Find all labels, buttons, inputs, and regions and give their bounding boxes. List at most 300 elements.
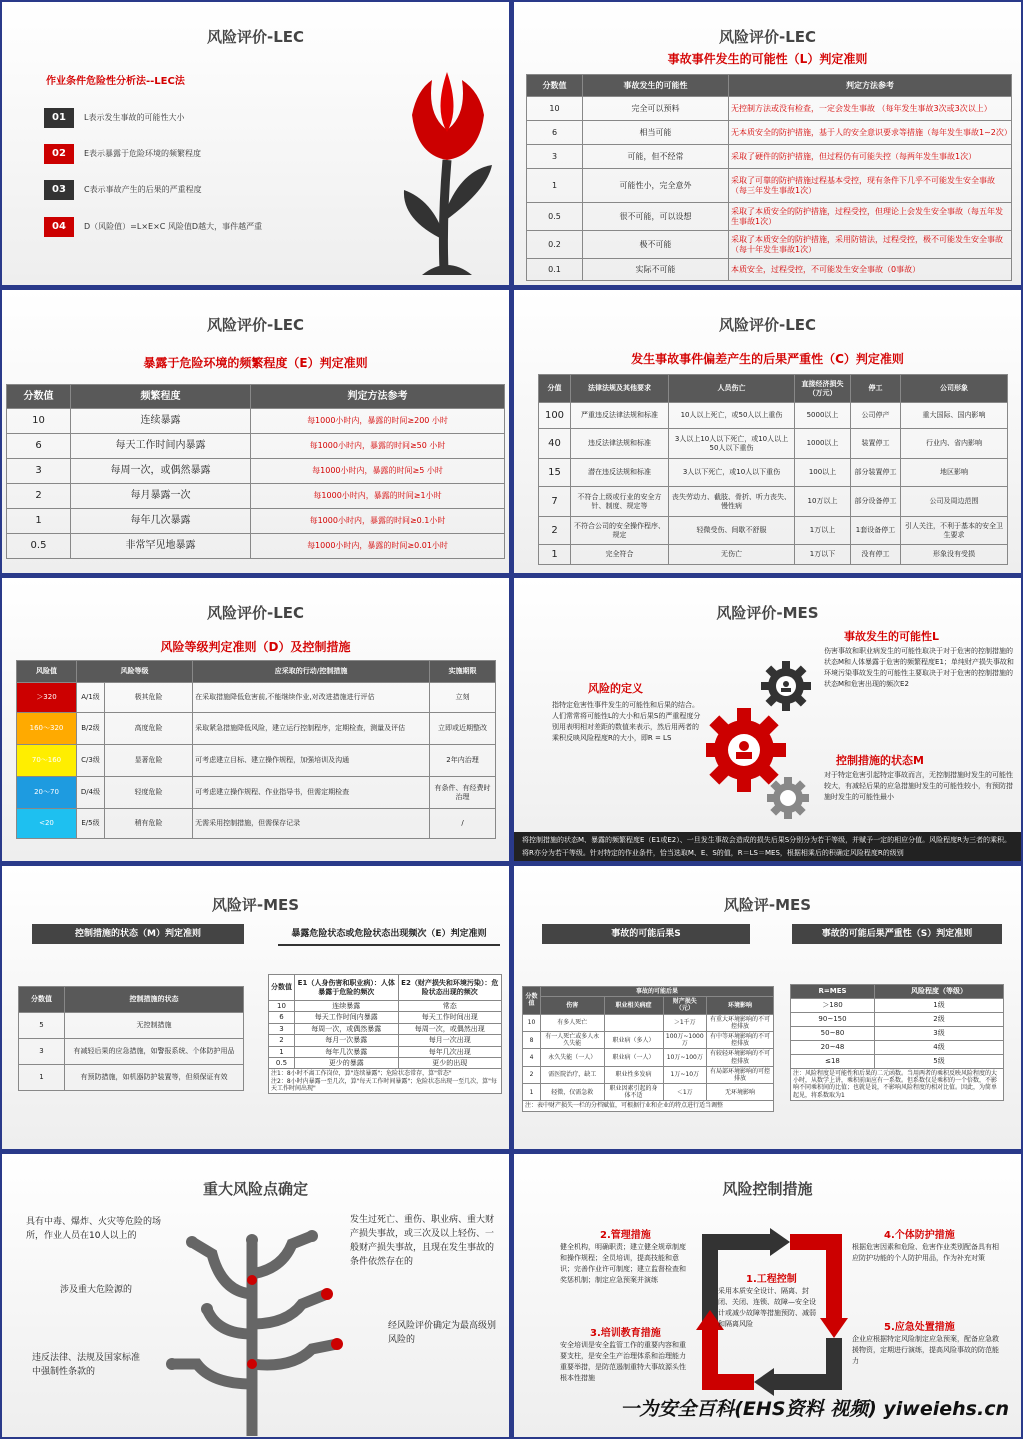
table-cell: 100 [539, 403, 571, 429]
table-cell: 1万以下 [795, 545, 851, 565]
table-row [527, 145, 1012, 169]
slide-title: 风险评价-LEC [206, 28, 305, 46]
table-cell: 3级 [875, 1027, 1004, 1041]
table-row [791, 1027, 1004, 1041]
slide-title: 风险评-MES [211, 896, 300, 914]
table-row [7, 509, 505, 534]
gears-illustration [706, 660, 822, 820]
table-row [7, 484, 505, 509]
table-cell: 常态 [398, 1001, 502, 1012]
table-cell: 可考虑建立目标、建立操作规程，加强培训及沟通 [193, 745, 430, 777]
measure-2-heading: 2.管理措施 [600, 1230, 651, 1241]
table-cell: 7 [539, 487, 571, 517]
table-cell: 10万~100万 [663, 1049, 707, 1066]
c-criteria-table [538, 374, 1008, 565]
table-cell: 不符合上级或行业的安全方针、制度、规定等 [571, 487, 669, 517]
table-cell: ≤18 [791, 1055, 875, 1069]
table-header: 停工 [851, 375, 901, 403]
table-cell: 6 [527, 121, 583, 145]
table-cell: 可能，但不经常 [583, 145, 729, 169]
item-text: D（风险值）=L×E×C 风险值D越大，事件越严重 [84, 222, 263, 231]
table-cell: 无控制措施 [65, 1013, 244, 1039]
table-cell: 每月一次出现 [398, 1035, 502, 1046]
measure-5-text: 企业应根据特定风险制定应急预案，配备应急救援物资，定期进行演练，提高风险事故的防范能力 [852, 1335, 999, 1365]
table-cell: 无环境影响 [707, 1084, 774, 1101]
table-cell: 3人以下死亡，或10人以下重伤 [669, 459, 795, 487]
table-header: 实施期限 [430, 661, 496, 683]
table-cell: 完全符合 [571, 545, 669, 565]
m-criteria-heading: 控制措施的状态（M）判定准则 [32, 924, 244, 944]
table-cell: 显著危险 [105, 745, 193, 777]
table-header: 职业相关病症 [604, 997, 663, 1014]
table-cell: 每天工作时间内暴露 [71, 434, 251, 459]
table-note: 注1：8小时不离工作岗位，算"连续暴露"；危险状态常存，算"常态" 注2：8小时内暴露一至几次，算"每天工作时间暴露"；危险状态出现一至几次，算"每天工作时间出现" [269, 1069, 502, 1094]
table-header: 分数值 [19, 987, 65, 1013]
table-cell: 立即或近期整改 [430, 713, 496, 745]
table-cell: 每周一次，或偶然出现 [398, 1023, 502, 1034]
table-cell: 每周一次，或偶然暴露 [295, 1023, 399, 1034]
table-cell: 4 [523, 1049, 541, 1066]
measure-3-text: 安全培训是安全监管工作的重要内容和重要支柱，是安全生产治理体系和治理能力重要举措，是防范遏制重特大事故源头性根本性措施 [560, 1341, 686, 1382]
table-cell: 更少的暴露 [295, 1057, 399, 1068]
table-cell: 职业病（多人） [604, 1031, 663, 1048]
table-cell: 有一人死亡或多人永久失能 [541, 1031, 605, 1048]
risk-level-cell: 70～160 [17, 745, 77, 777]
table-row [539, 459, 1008, 487]
table-cell: 1 [19, 1065, 65, 1091]
table-cell: 极其危险 [105, 683, 193, 713]
table-header: 应采取的行动/控制措施 [193, 661, 430, 683]
table-cell: 没有停工 [851, 545, 901, 565]
table-row [523, 1049, 774, 1066]
slide-subtitle: 发生事故事件偏差产生的后果严重性（C）判定准则 [631, 352, 904, 366]
criterion-right-2: 经风险评价确定为最高级别风险的 [388, 1321, 497, 1345]
table-row [791, 1041, 1004, 1055]
table-cell: 立刻 [430, 683, 496, 713]
table-row [17, 745, 496, 777]
table-cell: 可考虑建立操作规程、作业指导书，但需定期检查 [193, 777, 430, 809]
table-cell: 无控制方法或没有检查，一定会发生事故 （每年发生事故3次或3次以上） [729, 97, 1012, 121]
summary-band: 将控制措施的状态M、暴露的频繁程度E（E1或E2）、一旦发生事故会造成的损失后果S分别分为若干等级，并赋予一定的相应分值。风险程度R为三者的乘积。将R亦分为若干等级。针对特定的作业条件，恰当选取M、E、S的值，R＝LS＝MES，根据相乘后的积确定风险程度R的级别 [514, 832, 1021, 861]
table-cell: 有重大环境影响的不可控排放 [707, 1014, 774, 1031]
table-cell: 每1000小时内，暴露的时间≥200 小时 [251, 409, 505, 434]
table-cell: 10 [527, 97, 583, 121]
table-cell: 1 [539, 545, 571, 565]
table-row [269, 1023, 502, 1034]
table-cell: 0.5 [7, 534, 71, 559]
table-cell: 5级 [875, 1055, 1004, 1069]
slide-major-risk [2, 1154, 509, 1437]
table-row [7, 459, 505, 484]
table-cell: 完全可以预料 [583, 97, 729, 121]
table-cell: 有条件、有经费时治理 [430, 777, 496, 809]
table-cell: 每月一次暴露 [295, 1035, 399, 1046]
table-row [527, 169, 1012, 203]
l-criteria-table [526, 74, 1012, 281]
criterion-left-3: 违反法律、法规及国家标准中强制性条款的 [32, 1353, 141, 1377]
table-cell: 每1000小时内，暴露的时间≥0.01小时 [251, 534, 505, 559]
criterion-left-1: 具有中毒、爆炸、火灾等危险的场所，作业人员在10人以上的 [26, 1217, 162, 1241]
table-note: 注：表中财产损失一栏的分档赋值，可根据行业和企业的特点进行适当调整 [523, 1101, 774, 1111]
table-cell: 违反法律法规和标准 [571, 429, 669, 459]
table-row [269, 1001, 502, 1012]
table-row [19, 1065, 244, 1091]
slide-title: 重大风险点确定 [202, 1180, 308, 1198]
table-cell: 丧失劳动力、截肢、骨折、听力丧失、慢性病 [669, 487, 795, 517]
table-row [17, 777, 496, 809]
table-cell: 3 [527, 145, 583, 169]
slide-lec-intro [2, 2, 509, 285]
probability-text: 伤害事故和职业病发生的可能性取决于对于危害的控制措施的状态M和人体暴露于危害的频繁程度E1；单纯财产损失事故和环境污染事故发生的可能性主要取决于对于危害的控制措施的状态M和危害出现的频次E2 [824, 647, 1014, 688]
table-header: R=MES [791, 985, 875, 999]
slide-mes-intro [514, 578, 1021, 861]
table-cell: ＞1千万 [663, 1014, 707, 1031]
table-cell: 1000以上 [795, 429, 851, 459]
item-text: E表示暴露于危险环境的频繁程度 [84, 149, 202, 158]
table-row [527, 121, 1012, 145]
table-cell: 1级 [875, 999, 1004, 1013]
table-row [539, 517, 1008, 545]
measure-2-text: 健全机构，明确职责；建立健全规章制度和操作规程；全员培训，提高技能和意识；完善作业许可制度；建立监督检查和奖惩机制；制定应急预案并演练 [560, 1243, 686, 1284]
table-row [539, 429, 1008, 459]
table-row [539, 545, 1008, 565]
table-row [7, 534, 505, 559]
table-cell: 5 [19, 1013, 65, 1039]
slide-title: 风险评价-LEC [206, 316, 305, 334]
item-number: 02 [44, 144, 74, 164]
table-cell: 10 [523, 1014, 541, 1031]
table-cell: 每年几次暴露 [295, 1046, 399, 1057]
table-header: 分数值 [523, 987, 541, 1015]
table-row [539, 487, 1008, 517]
table-cell: 3人以上10人以下死亡，或10人以上50人以下重伤 [669, 429, 795, 459]
table-header: 伤害 [541, 997, 605, 1014]
table-cell: 3 [19, 1039, 65, 1065]
table-cell: 轻度危险 [105, 777, 193, 809]
table-cell: 1万~10万 [663, 1066, 707, 1083]
measure-3-heading: 3.培训教育措施 [590, 1328, 661, 1339]
table-cell: 每天工作时间出现 [398, 1012, 502, 1023]
table-row [523, 1084, 774, 1101]
table-cell: 高度危险 [105, 713, 193, 745]
table-cell: 每1000小时内，暴露的时间≥1小时 [251, 484, 505, 509]
table-cell: 8 [523, 1031, 541, 1048]
table-cell: D/4级 [77, 777, 105, 809]
table-cell: 装置停工 [851, 429, 901, 459]
table-cell: 重大国际、国内影响 [901, 403, 1008, 429]
table-cell: 采取了可靠的防护措施过程基本受控，现有条件下几乎不可能发生安全事故（每三年发生事故1次） [729, 169, 1012, 203]
table-header: 直接经济损失（万元） [795, 375, 851, 403]
table-cell: 地区影响 [901, 459, 1008, 487]
item-number: 04 [44, 217, 74, 237]
table-row [523, 1014, 774, 1031]
table-cell: / [430, 809, 496, 839]
table-cell: 3 [7, 459, 71, 484]
table-cell: 永久失能（一人） [541, 1049, 605, 1066]
table-header: 风险程度（等级） [875, 985, 1004, 999]
control-state-heading: 控制措施的状态M [836, 754, 924, 767]
table-cell: 有中等环境影响的不可控排放 [707, 1031, 774, 1048]
table-cell: 2 [7, 484, 71, 509]
table-header: E2（财产损失和环境污染）：危险状态出现的频次 [398, 975, 502, 1001]
slide-title: 风险评价-MES [716, 604, 819, 622]
e-criteria-table [268, 974, 502, 1094]
r-criteria-table [790, 984, 1004, 1101]
table-cell: 有较轻环境影响的不可控排放 [707, 1049, 774, 1066]
s-criteria-heading: 事故的可能后果S [542, 924, 750, 944]
table-cell: 10万以上 [795, 487, 851, 517]
e-criteria-heading: 暴露危险状态或危险状态出现频次（E）判定准则 [278, 924, 500, 946]
risk-level-cell: 160～320 [17, 713, 77, 745]
table-header: 事故发生的可能性 [583, 75, 729, 97]
criterion-left-2: 涉及重大危险源的 [60, 1285, 133, 1295]
table-cell: 10人以上死亡，或50人以上重伤 [669, 403, 795, 429]
table-cell: 采取了本质安全的防护措施，采用防错法，过程受控，极不可能发生安全事故（每十年发生事故1次） [729, 231, 1012, 259]
table-cell: 50~80 [791, 1027, 875, 1041]
table-header: 环境影响 [707, 997, 774, 1014]
table-header: 财产损失（元） [663, 997, 707, 1014]
table-header: 公司形象 [901, 375, 1008, 403]
risk-level-cell: <20 [17, 809, 77, 839]
table-cell: 无本质安全的防护措施，基于人的安全意识要求等措施（每年发生事故1~2次） [729, 121, 1012, 145]
table-cell: 不符合公司的安全操作程序、规定 [571, 517, 669, 545]
table-cell: 采取紧急措施降低风险，建立运行控制程序，定期检查，测量及评估 [193, 713, 430, 745]
criterion-right-1: 发生过死亡、重伤、职业病、重大财产损失事故，或三次及以上轻伤、一般财产损失事故，且现在发生事故的条件依然存在的 [350, 1215, 495, 1267]
table-row [7, 434, 505, 459]
slide-subtitle: 风险等级判定准则（D）及控制措施 [160, 640, 351, 654]
table-cell: 可能性小，完全意外 [583, 169, 729, 203]
table-cell: 1 [269, 1046, 295, 1057]
table-cell: E/5级 [77, 809, 105, 839]
table-cell: 40 [539, 429, 571, 459]
table-cell: 在采取措施降低危害前,不能继续作业,对改进措施进行评估 [193, 683, 430, 713]
table-cell: 每1000小时内，暴露的时间≥0.1小时 [251, 509, 505, 534]
table-cell: 职业因素引起的身体不适 [604, 1084, 663, 1101]
table-header: 分数值 [7, 385, 71, 409]
table-cell: 轻微，仅需急救 [541, 1084, 605, 1101]
table-cell: 6 [269, 1012, 295, 1023]
table-row [539, 403, 1008, 429]
table-cell: 需医院治疗，缺工 [541, 1066, 605, 1083]
table-header: 判定方法参考 [251, 385, 505, 409]
table-cell: 职业病（一人） [604, 1049, 663, 1066]
table-cell: 无需采用控制措施，但需保存记录 [193, 809, 430, 839]
table-header: 风险等级 [77, 661, 193, 683]
table-cell: 2 [539, 517, 571, 545]
table-cell: 每1000小时内，暴露的时间≥5 小时 [251, 459, 505, 484]
m-criteria-table [18, 986, 244, 1091]
table-header: 分数值 [269, 975, 295, 1001]
table-cell: A/1级 [77, 683, 105, 713]
table-row [523, 1031, 774, 1048]
slide-lec-c [514, 290, 1021, 573]
table-cell: 采取了本质安全的防护措施，过程受控，但理论上会发生安全事故（每五年发生事故1次） [729, 203, 1012, 231]
table-cell: 0.1 [527, 259, 583, 281]
table-cell: 引人关注，不利于基本的安全卫生要求 [901, 517, 1008, 545]
table-header: 法律法规及其他要求 [571, 375, 669, 403]
slide-subtitle: 暴露于危险环境的频繁程度（E）判定准则 [143, 356, 368, 370]
table-cell: 100万~1000万 [663, 1031, 707, 1048]
slide-lec-e [2, 290, 509, 573]
slide-lec-l [514, 2, 1021, 285]
table-cell: 公司及周边范围 [901, 487, 1008, 517]
table-cell: 公司停产 [851, 403, 901, 429]
item-text: L表示发生事故的可能性大小 [84, 113, 185, 122]
table-cell: 1 [7, 509, 71, 534]
table-row [269, 1069, 502, 1094]
method-heading: 作业条件危险性分析法--LEC法 [46, 76, 185, 87]
measure-4-heading: 4.个体防护措施 [884, 1230, 955, 1241]
slide-title: 风险评价-LEC [206, 604, 305, 622]
table-header: 风险值 [17, 661, 77, 683]
table-cell: 每月暴露一次 [71, 484, 251, 509]
table-cell: 形象没有受损 [901, 545, 1008, 565]
table-row [527, 97, 1012, 121]
table-row [791, 1055, 1004, 1069]
table-header: 人员伤亡 [669, 375, 795, 403]
control-measure-text: 采用本质安全设计、隔离、封闭、关闭、连锁、故障—安全设计或减少故障等措施预防、减弱和隔离风险 [718, 1287, 816, 1328]
table-cell: 很不可能，可以设想 [583, 203, 729, 231]
table-cell: 无伤亡 [669, 545, 795, 565]
table-cell: 15 [539, 459, 571, 487]
slide-mes-m-e [2, 866, 509, 1149]
table-cell: 每年几次出现 [398, 1046, 502, 1057]
table-row [791, 999, 1004, 1013]
table-cell: 采取了硬件的防护措施，但过程仍有可能失控（每两年发生事故1次） [729, 145, 1012, 169]
table-header: 频繁程度 [71, 385, 251, 409]
slide-mes-s-r [514, 866, 1021, 1149]
table-row [17, 809, 496, 839]
table-row [527, 259, 1012, 281]
table-row [269, 1046, 502, 1057]
item-number: 01 [44, 108, 74, 128]
table-cell: ＜1万 [663, 1084, 707, 1101]
table-header: 事故的可能后果 [541, 987, 774, 997]
slide-title: 风险评价-LEC [718, 28, 817, 46]
table-cell: 2 [523, 1066, 541, 1083]
table-header: 分数值 [527, 75, 583, 97]
table-cell: ＞180 [791, 999, 875, 1013]
probability-heading: 事故发生的可能性L [844, 630, 940, 643]
slide-title: 风险控制措施 [722, 1180, 813, 1198]
table-cell: 部分设备停工 [851, 487, 901, 517]
table-cell: B/2级 [77, 713, 105, 745]
table-cell: 行业内、省内影响 [901, 429, 1008, 459]
control-state-text: 对于特定危害引起特定事故而言，无控制措施时发生的可能性较大，有减轻后果的应急措施时发生的可能性较小，有预防措施时发生的可能性最小 [824, 771, 1013, 801]
table-cell: 1 [523, 1084, 541, 1101]
table-cell: 90~150 [791, 1013, 875, 1027]
table-cell: 每周一次，或偶然暴露 [71, 459, 251, 484]
table-row [269, 1035, 502, 1046]
table-cell: 6 [7, 434, 71, 459]
table-cell: C/3级 [77, 745, 105, 777]
table-cell: 严重违反法律法规和标准 [571, 403, 669, 429]
table-cell: 有减轻后果的应急措施，如警报系统、个体防护用品 [65, 1039, 244, 1065]
table-cell: 实际不可能 [583, 259, 729, 281]
table-row [269, 1057, 502, 1068]
table-header: 分值 [539, 375, 571, 403]
table-cell: 4级 [875, 1041, 1004, 1055]
slide-lec-d [2, 578, 509, 861]
item-text: C表示事故产生的后果的严重程度 [84, 185, 202, 194]
table-cell: 连续暴露 [295, 1001, 399, 1012]
table-cell: 职业性多发病 [604, 1066, 663, 1083]
slide-subtitle: 事故事件发生的可能性（L）判定准则 [667, 52, 868, 66]
table-cell: 1 [527, 169, 583, 203]
table-cell: 10 [7, 409, 71, 434]
table-cell: 2 [269, 1035, 295, 1046]
tulip-illustration [392, 60, 502, 280]
risk-level-cell: 20～70 [17, 777, 77, 809]
table-cell: 10 [269, 1001, 295, 1012]
table-cell: 100以上 [795, 459, 851, 487]
table-row [527, 231, 1012, 259]
table-row [19, 1039, 244, 1065]
table-row [19, 1013, 244, 1039]
table-header: E1（人身伤害和职业病）：人体暴露于危险的频次 [295, 975, 399, 1001]
table-cell: 部分装置停工 [851, 459, 901, 487]
e-criteria-table [6, 384, 505, 559]
table-row [7, 409, 505, 434]
table-cell: 有多人死亡 [541, 1014, 605, 1031]
table-row [791, 1069, 1004, 1101]
table-row [791, 1013, 1004, 1027]
table-header: 控制措施的状态 [65, 987, 244, 1013]
table-cell: 连续暴露 [71, 409, 251, 434]
table-cell: 0.5 [527, 203, 583, 231]
table-cell: 2级 [875, 1013, 1004, 1027]
table-cell: 轻微受伤、间歇不舒服 [669, 517, 795, 545]
table-row [523, 1101, 774, 1111]
watermark: 一为安全百科(EHS资料 视频) yiweiehs.cn [620, 1398, 1009, 1420]
table-cell [604, 1014, 663, 1031]
slide-title: 风险评-MES [723, 896, 812, 914]
table-cell: 3 [269, 1023, 295, 1034]
table-row [527, 203, 1012, 231]
table-cell: 每1000小时内，暴露的时间≥50 小时 [251, 434, 505, 459]
table-row [17, 713, 496, 745]
table-cell: 5000以上 [795, 403, 851, 429]
table-row [523, 1066, 774, 1083]
table-note: 注：风险程度是可能性和后果的二元函数。当用两者的乘积反映风险程度的大小时，从数学上讲，乘积前面应有一系数。但系数仅是乘积的一个倍数，不影响不同乘积间的比值；也就是说，不影响风险程度的相对比值。因此，为简单起见，将系数取为1 [791, 1069, 1004, 1101]
table-cell: 1套设备停工 [851, 517, 901, 545]
risk-definition-heading: 风险的定义 [588, 682, 643, 695]
risk-level-cell: ＞320 [17, 683, 77, 713]
table-cell: 稍有危险 [105, 809, 193, 839]
table-cell: 1万以上 [795, 517, 851, 545]
s-criteria-table [522, 986, 774, 1112]
r-criteria-heading: 事故的可能后果严重性（S）判定准则 [792, 924, 1002, 944]
table-cell: 每天工作时间内暴露 [295, 1012, 399, 1023]
measure-4-text: 根据危害因素和危险、危害作业类别配备具有相应防护功能的个人防护用品，作为补充对策 [852, 1243, 999, 1262]
table-cell: 20~48 [791, 1041, 875, 1055]
table-cell: 更少的出现 [398, 1057, 502, 1068]
table-cell: 本质安全，过程受控，不可能发生安全事故（0事故） [729, 259, 1012, 281]
table-cell: 0.5 [269, 1057, 295, 1068]
d-criteria-table [16, 660, 496, 839]
table-row [17, 683, 496, 713]
slide-title: 风险评价-LEC [718, 316, 817, 334]
table-cell: 极不可能 [583, 231, 729, 259]
slide-risk-control [514, 1154, 1021, 1437]
table-cell: 非常罕见地暴露 [71, 534, 251, 559]
table-header: 判定方法参考 [729, 75, 1012, 97]
table-cell: 每年几次暴露 [71, 509, 251, 534]
table-cell: 0.2 [527, 231, 583, 259]
tree-illustration [152, 1214, 352, 1436]
table-row [269, 1012, 502, 1023]
measure-5-heading: 5.应急处置措施 [884, 1322, 955, 1333]
